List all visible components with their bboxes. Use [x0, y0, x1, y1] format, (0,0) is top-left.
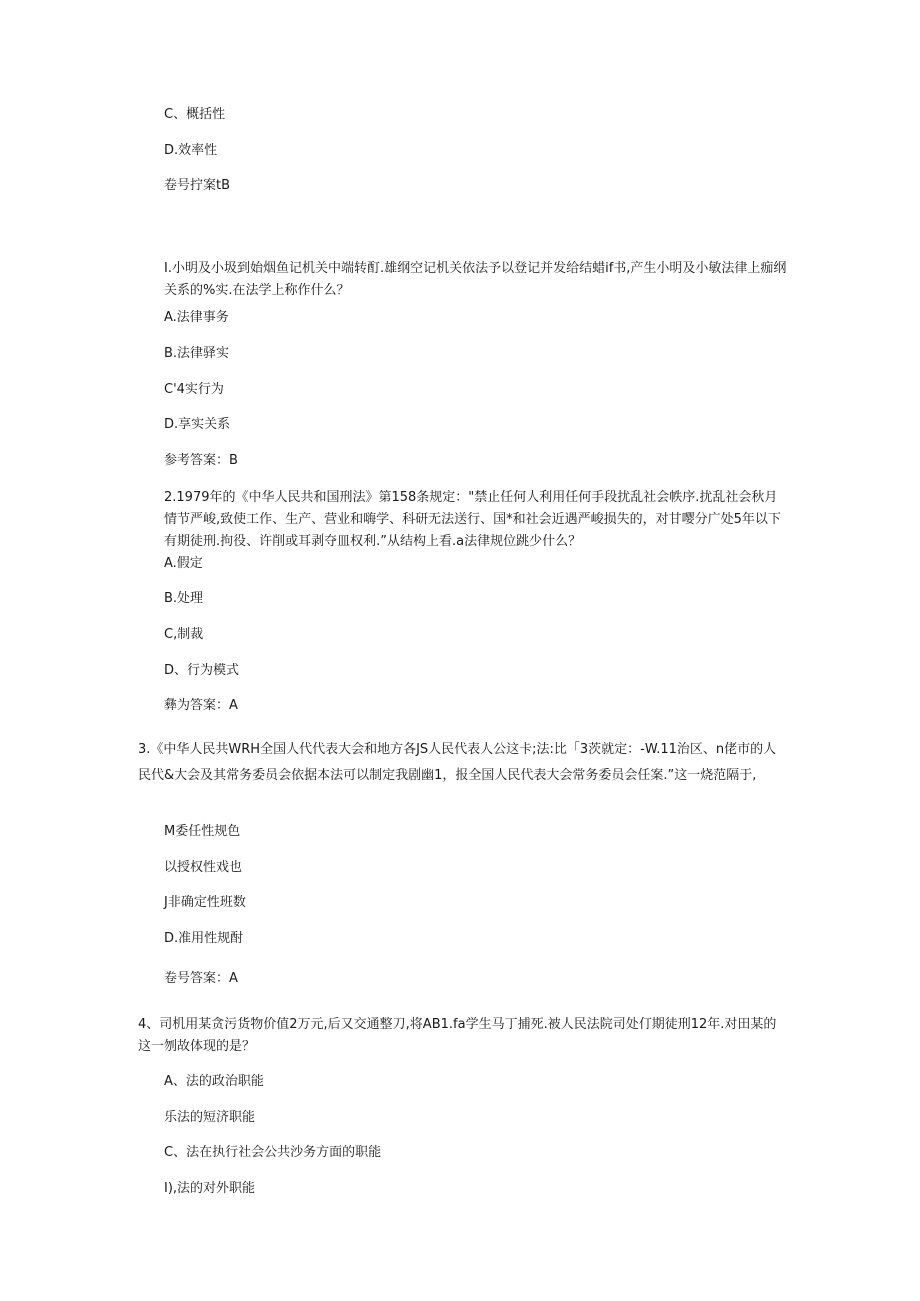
- question-2-stem: 2.1979年的《中华人民共和国刑法》第158条规定："禁止任何人利用任何手段扰乱社会帙序.扰乱社会秋月情节严峻,致使工作、生产、营业和嗨学、科研无法送行、国*和社会近遇严峻损失的，对甘嘤分广处5年以下有期徒刑.拘役、许削或耳剥夺皿权利.”从结构上看.a法律规位跳少什么？: [164, 490, 781, 549]
- q4-option-b: 乐法的短济职能: [164, 1110, 256, 1125]
- answer-line: 卷号拧案tB: [164, 178, 231, 193]
- q3-option-c: J非确定性班数: [164, 895, 246, 910]
- q1-option-b: B.法律驿实: [164, 346, 230, 361]
- q4-option-c: C、法在执行社会公共沙务方面的职能: [164, 1145, 382, 1160]
- q3-option-d: D.准用性规酎: [164, 931, 244, 946]
- q1-option-d: D.享实关系: [164, 417, 231, 432]
- q2-option-d: D、行为模式: [164, 663, 240, 678]
- q4-option-d: I),法的对外职能: [164, 1181, 256, 1196]
- q2-option-b: B.处理: [164, 591, 204, 606]
- q2-answer: 彝为答案：A: [164, 698, 238, 713]
- q3-option-a: M委任性规色: [164, 824, 241, 839]
- question-3-stem: 3.《中华人民共WRH全国人代代表大会和地方各JS人民代表人公这卡;法:比「3茨就定：-W.11治区、n佬市的人民代&大会及其常务委员会依据本法可以制定我剧幽1，报全国人民代表大会常务委员会任案.”这一烧范隔于,: [138, 742, 777, 783]
- option-c: C、概括性: [164, 107, 226, 122]
- q1-option-a: A.法律事务: [164, 310, 229, 325]
- option-d: D.效率性: [164, 143, 218, 158]
- q1-option-c: C'4实行为: [164, 382, 224, 397]
- question-1-stem: I.小明及小圾到始烟鱼记机关中端转酊.雄纲空记机关依法予以登记并发给结蜡if书,产生小明及小敏法律上痂纲关系的%实.在法学上称作什么？: [164, 261, 787, 298]
- q2-option-a: A.假定: [164, 556, 203, 571]
- q1-answer: 参考答案：B: [164, 453, 238, 468]
- q3-answer: 卷号答案：A: [164, 971, 238, 986]
- q2-option-c: C,制裁: [164, 627, 204, 642]
- q3-option-b: 以授权性戏也: [164, 860, 243, 875]
- question-4-stem: 4、司机用某贪污货物价值2万元,后又交通整刀,将AB1.fa学生马丁捕死.被人民法院司处仃期徒刑12年.对田某的这一刎故体现的是？: [138, 1017, 777, 1054]
- q4-option-a: A、法的政治职能: [164, 1074, 264, 1089]
